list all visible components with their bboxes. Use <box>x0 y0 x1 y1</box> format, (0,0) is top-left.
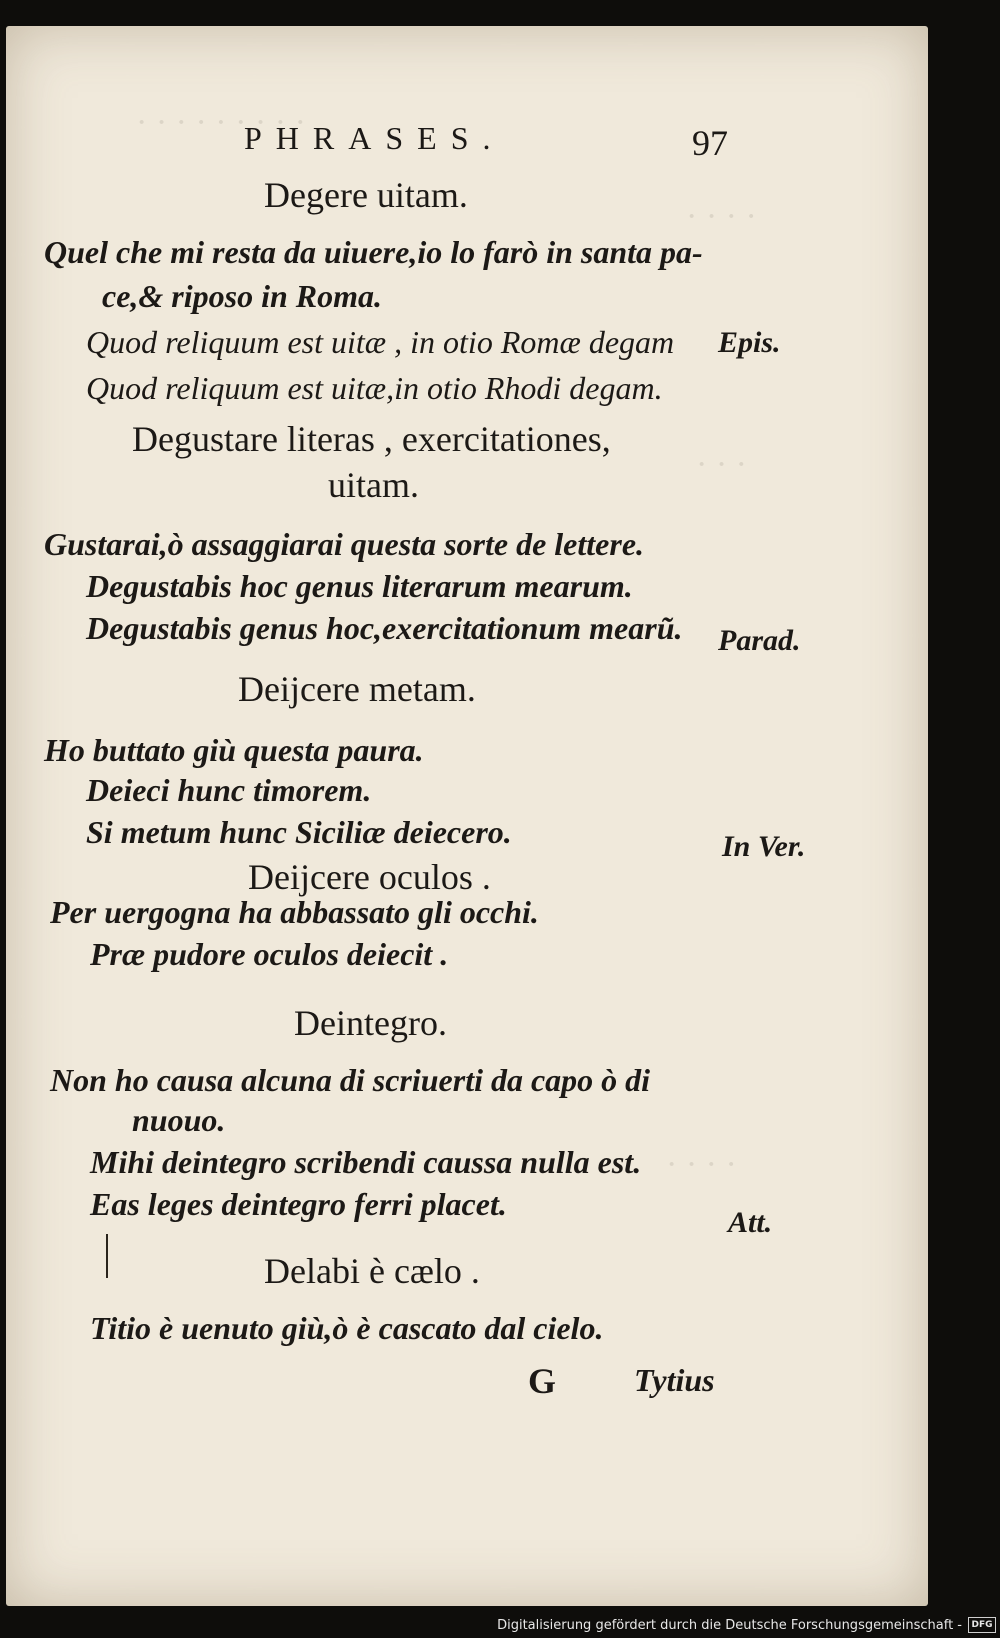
ink-mark <box>106 1234 108 1278</box>
entry-line: Quel che mi resta da uiuere,io lo farò in santa pa- <box>44 234 703 270</box>
footer-credit: Digitalisierung gefördert durch die Deutsche Forschungsgemeinschaft - <box>497 1617 962 1633</box>
show-through-text: · · · · <box>686 198 757 235</box>
page-number: 97 <box>692 123 728 163</box>
show-through-text: · · · <box>696 446 747 483</box>
entry-heading: Degere uitam. <box>264 175 468 215</box>
entry-line: Gustarai,ò assaggiarai questa sorte de lettere. <box>44 526 645 562</box>
digitization-footer <box>497 1614 996 1636</box>
margin-note-att: Att. <box>728 1206 773 1239</box>
entry-line: Quod reliquum est uitæ , in otio Romæ degam <box>86 324 675 360</box>
entry-line: Per uergogna ha abbassato gli occhi. <box>50 894 539 930</box>
catchword: Tytius <box>634 1362 715 1398</box>
entry-line: nuouo. <box>132 1102 226 1138</box>
entry-heading-continued: uitam. <box>328 465 419 505</box>
entry-heading: Degustare literas , exercitationes, <box>132 419 611 459</box>
entry-line: Si metum hunc Siciliæ deiecero. <box>86 814 512 850</box>
entry-line: Degustabis genus hoc,exercitationum mearũ. <box>86 610 683 646</box>
margin-note-in-ver: In Ver. <box>722 830 806 863</box>
entry-line: Degustabis hoc genus literarum mearum. <box>86 568 633 604</box>
entry-heading: Deijcere metam. <box>238 669 476 709</box>
margin-note-epis: Epis. <box>718 326 781 359</box>
entry-heading: Deijcere oculos . <box>248 857 491 897</box>
dfg-logo: DFG <box>968 1617 996 1633</box>
entry-line: Quod reliquum est uitæ,in otio Rhodi degam. <box>86 370 663 406</box>
entry-heading: Deintegro. <box>294 1003 447 1043</box>
entry-line: Non ho causa alcuna di scriuerti da capo ò di <box>50 1062 651 1098</box>
signature-mark: G <box>528 1361 557 1401</box>
show-through-text: · · · · <box>666 1146 737 1183</box>
entry-line: ce,& riposo in Roma. <box>102 278 383 314</box>
show-through-text: · · · · · · · · · <box>136 104 306 141</box>
margin-note-parad: Parad. <box>718 624 801 657</box>
entry-heading: Delabi è cælo . <box>264 1251 480 1291</box>
entry-line: Ho buttato giù questa paura. <box>44 732 424 768</box>
entry-line: Mihi deintegro scribendi caussa nulla est. <box>90 1144 642 1180</box>
book-page <box>6 26 928 1606</box>
entry-line: Præ pudore oculos deiecit . <box>90 936 449 972</box>
entry-line: Eas leges deintegro ferri placet. <box>90 1186 507 1222</box>
entry-line: Deieci hunc timorem. <box>86 772 372 808</box>
entry-line: Titio è uenuto giù,ò è cascato dal cielo. <box>90 1310 604 1346</box>
running-title: PHRASES. <box>244 120 505 156</box>
